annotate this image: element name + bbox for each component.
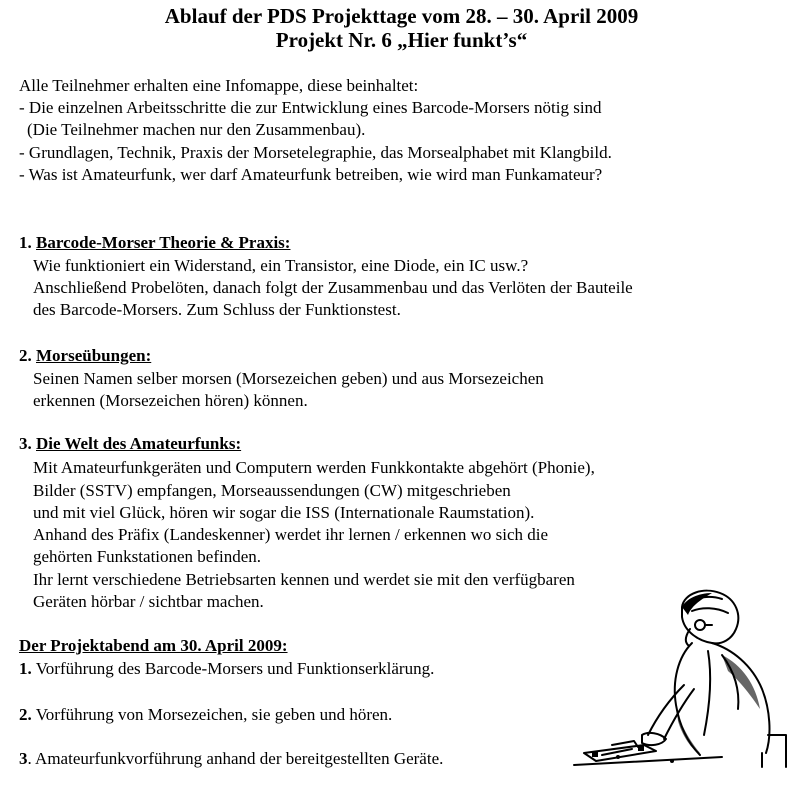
title-line-1: Ablauf der PDS Projekttage vom 28. – 30. April 2009 — [164, 4, 639, 28]
section-number: 2. — [19, 346, 32, 365]
section-3-line: Bilder (SSTV) empfangen, Morseaussendungen (CW) mitgeschrieben — [33, 481, 511, 500]
section-title: Morseübungen: — [36, 346, 152, 365]
item-number: 3 — [19, 749, 28, 768]
intro-lead: Alle Teilnehmer erhalten eine Infomappe, diese beinhaltet: — [19, 76, 419, 95]
section-2-line: Seinen Namen selber morsen (Morsezeichen geben) und aus Morsezeichen — [33, 369, 544, 388]
section-3-line: Mit Amateurfunkgeräten und Computern werden Funkkontakte abgehört (Phonie), — [33, 458, 595, 477]
section-title: Barcode-Morser Theorie & Praxis: — [36, 233, 291, 252]
section-3-heading — [19, 433, 241, 455]
intro-item: - Die einzelnen Arbeitsschritte die zur Entwicklung eines Barcode-Morsers nötig sind — [19, 98, 602, 117]
section-2-heading — [19, 345, 151, 367]
intro-item: (Die Teilnehmer machen nur den Zusammenbau). — [27, 120, 366, 139]
section-2-line: erkennen (Morsezeichen hören) können. — [33, 391, 308, 410]
evening-heading — [19, 635, 288, 657]
item-text: Vorführung von Morsezeichen, sie geben und hören. — [31, 705, 393, 724]
section-3-line: Ihr lernt verschiedene Betriebsarten kennen und werdet sie mit den verfügbaren — [33, 570, 575, 589]
evening-item — [19, 704, 392, 726]
item-text: . Amateurfunkvorführung anhand der bereitgestellten Geräte. — [27, 749, 444, 768]
morse-operator-sketch-icon — [572, 585, 797, 770]
section-3-line: Anhand des Präfix (Landeskenner) werdet ihr lernen / erkennen wo sich die — [33, 525, 549, 544]
section-1-line: des Barcode-Morsers. Zum Schluss der Funktionstest. — [33, 300, 401, 319]
section-title: Die Welt des Amateurfunks: — [36, 434, 242, 453]
section-number: 1. — [19, 233, 32, 252]
section-1-line: Anschließend Probelöten, danach folgt der Zusammenbau und das Verlöten der Bauteile — [33, 278, 633, 297]
intro-item: - Grundlagen, Technik, Praxis der Morsetelegraphie, das Morsealphabet mit Klangbild. — [19, 143, 612, 162]
section-3-line: gehörten Funkstationen befinden. — [33, 547, 262, 566]
item-number: 1. — [19, 659, 32, 678]
evening-title: Der Projektabend am 30. April 2009: — [19, 636, 288, 655]
item-text: Vorführung des Barcode-Morsers und Funktionserklärung. — [31, 659, 435, 678]
section-1-heading — [19, 232, 290, 254]
evening-item — [19, 748, 443, 770]
section-number: 3. — [19, 434, 32, 453]
evening-item — [19, 658, 434, 680]
section-1-line: Wie funktioniert ein Widerstand, ein Transistor, eine Diode, ein IC usw.? — [33, 256, 529, 275]
item-number: 2. — [19, 705, 32, 724]
section-3-line: und mit viel Glück, hören wir sogar die ISS (Internationale Raumstation). — [33, 503, 535, 522]
section-3-line: Geräten hörbar / sichtbar machen. — [33, 592, 264, 611]
title-line-2: Projekt Nr. 6 „Hier funkt’s“ — [275, 28, 528, 52]
intro-item: - Was ist Amateurfunk, wer darf Amateurfunk betreiben, wie wird man Funkamateur? — [19, 165, 603, 184]
